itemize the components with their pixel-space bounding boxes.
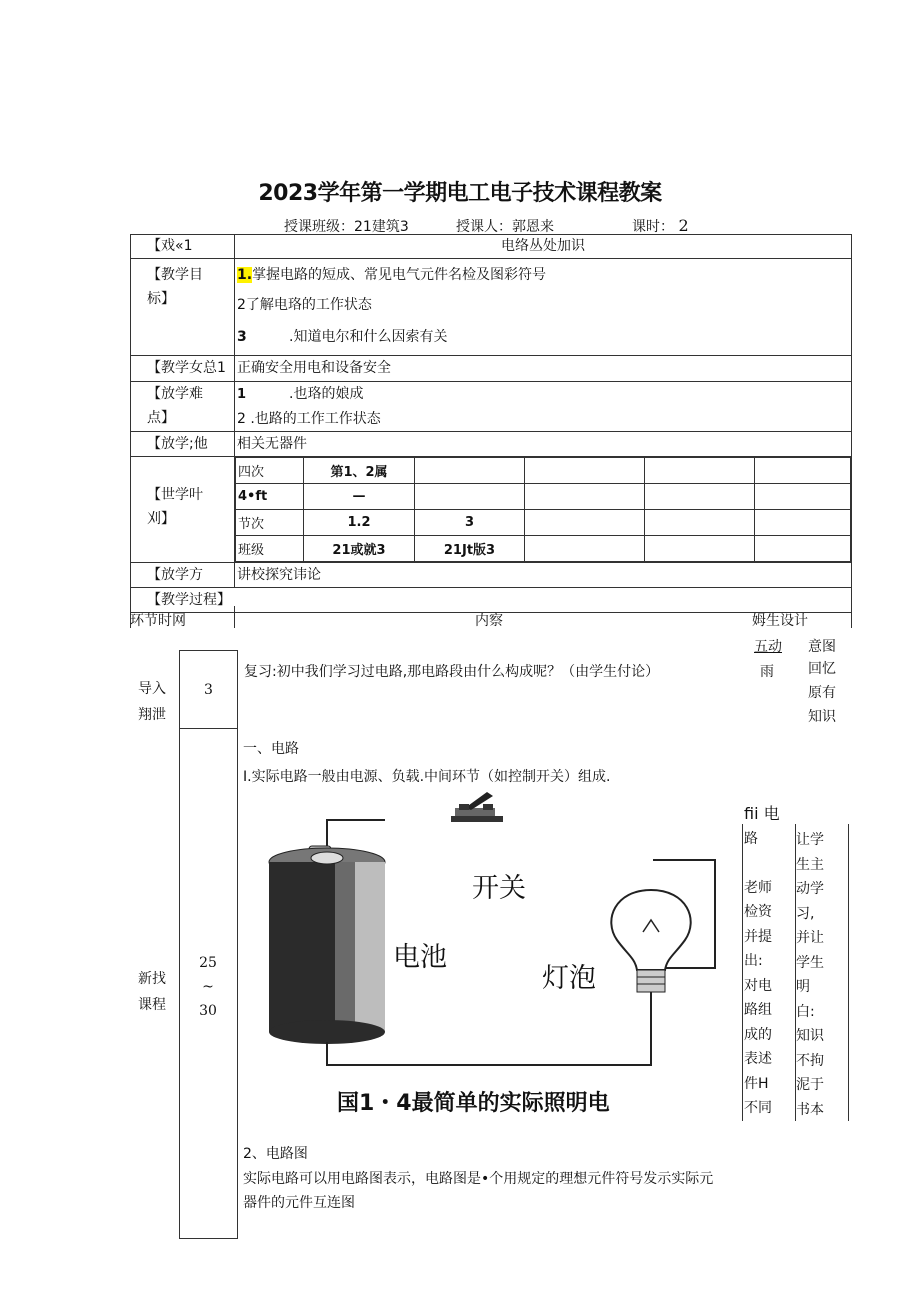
- key-label: 【教学女总1: [131, 356, 235, 382]
- difficulty-value: [235, 382, 852, 432]
- header-divider: [234, 606, 235, 628]
- interact-line: 路组: [744, 1002, 772, 1018]
- intro-intent-line: 知识: [808, 709, 836, 725]
- key-value: 正确安全用电和设备安全: [235, 356, 852, 382]
- plan-schedule: [235, 457, 852, 563]
- schedule-cell: 四次: [236, 458, 304, 484]
- design-col-right: [848, 824, 849, 1121]
- intro-intent-line: 回忆: [808, 661, 836, 677]
- schedule-cell: [525, 510, 645, 536]
- intent-line: 书本: [796, 1101, 824, 1118]
- new-time-line: 25: [199, 955, 217, 971]
- interact-line: 件H: [744, 1075, 769, 1092]
- interact-line: 并提: [744, 928, 772, 945]
- schedule-cell: [525, 458, 645, 484]
- wire-top: [327, 820, 385, 850]
- interact-line: 出:: [744, 953, 763, 969]
- process-row: [131, 588, 852, 613]
- difficulty-label-line2: 点】: [147, 410, 175, 426]
- difficulty-1-text: .也珞的娘成: [289, 386, 364, 402]
- label-battery: 电池: [393, 942, 447, 973]
- goals-value: [235, 259, 852, 356]
- schedule-cell: [755, 536, 851, 562]
- col-link-header: 环节时网: [130, 613, 186, 629]
- intent-line: 生主: [796, 856, 824, 873]
- schedule-cell: [645, 510, 755, 536]
- interact-line: [744, 851, 780, 876]
- new-stage: [138, 966, 166, 1018]
- schedule-cell: —: [304, 484, 415, 510]
- schedule-cell: [645, 458, 755, 484]
- intro-time: 3: [204, 682, 213, 698]
- design-col-left: [742, 824, 743, 1121]
- section-heading-diagram: 2、电路图: [243, 1146, 308, 1162]
- page-title: 2023学年第一学期电工电子技术课程教案: [258, 181, 662, 206]
- schedule-cell: 4•ft: [236, 484, 304, 510]
- schedule-cell: 1.2: [304, 510, 415, 536]
- difficulty-label: [131, 382, 235, 432]
- schedule-cell: 第1、2属: [304, 458, 415, 484]
- time-col-mid: [179, 728, 238, 729]
- method-row: [131, 563, 852, 588]
- goals-label: [131, 259, 235, 356]
- method-value: 讲校探究讳论: [235, 563, 852, 588]
- interact-line: 表述: [744, 1051, 772, 1067]
- time-col-right: [237, 650, 238, 1239]
- plan-label-line1: 【世学叶: [147, 487, 203, 503]
- difficulty-label-line1: 【放学难: [147, 386, 203, 402]
- intro-intent: [808, 657, 836, 729]
- intro-stage-line1: 导入: [138, 681, 166, 697]
- new-intent-column: [796, 828, 824, 1122]
- intent-line: 明: [796, 979, 810, 995]
- class-label: 授课班级：21建筑3: [284, 219, 409, 235]
- prep-label: 【放学;他: [131, 432, 235, 457]
- plan-label-line2: 刈】: [147, 511, 175, 527]
- prep-value: 相关无器件: [235, 432, 852, 457]
- intent-line: 动学: [796, 881, 824, 897]
- new-time-line: 30: [199, 1003, 217, 1019]
- schedule-cell: 班级: [236, 536, 304, 562]
- label-bulb: 灯泡: [542, 963, 596, 994]
- figure-caption: 国1・4最简单的实际照明电: [337, 1091, 610, 1116]
- schedule-cell: [525, 536, 645, 562]
- interact-line: 成的: [744, 1026, 772, 1043]
- schedule-cell: 21Jt版3: [415, 536, 525, 562]
- header-right-border: [851, 606, 852, 628]
- battery-icon: [269, 846, 385, 1044]
- paragraph-diagram-line1: 实际电路可以用电路图表示，电路图是•个用规定的理想元件符号发示实际元: [243, 1171, 714, 1187]
- process-label: 【教学过程】: [131, 588, 852, 613]
- new-time-line: ~: [202, 979, 214, 995]
- schedule-cell: [525, 484, 645, 510]
- intent-line: 泥于: [796, 1077, 824, 1093]
- intent-line: 习,: [796, 905, 815, 922]
- intent-line: 学生: [796, 954, 824, 971]
- goals-row: [131, 259, 852, 356]
- goal-3-num: 3: [237, 329, 247, 345]
- intro-stage: [138, 676, 166, 728]
- goals-label-line1: 【教学目: [147, 267, 203, 283]
- topic-value: 电络丛处加识: [235, 235, 852, 259]
- intent-line: 让学: [796, 832, 824, 848]
- schedule-cell: [755, 510, 851, 536]
- intent-line: 知识: [796, 1028, 824, 1044]
- schedule-row: [236, 510, 851, 536]
- schedule-cell: [415, 458, 525, 484]
- new-stage-line2: 课程: [138, 997, 166, 1013]
- difficulty-1-num: 1: [237, 387, 247, 402]
- col-design-header: 姆生设计: [752, 613, 808, 629]
- paragraph-diagram-line2: 器件的元件互连图: [243, 1195, 355, 1211]
- goals-label-line2: 标】: [147, 291, 175, 307]
- schedule-row: [236, 536, 851, 562]
- plan-label: [131, 457, 235, 563]
- schedule-row: [236, 458, 851, 484]
- col-interact-header: 五动: [754, 639, 782, 655]
- schedule-cell: 节次: [236, 510, 304, 536]
- difficulty-2: 2 .也路的工作工作状态: [237, 411, 381, 427]
- new-interact-column: [744, 802, 780, 1121]
- goal-1: [237, 263, 849, 293]
- key-row: [131, 356, 852, 382]
- interact-line: 路: [744, 830, 758, 847]
- switch-icon: [451, 792, 503, 822]
- hours-label-text: 课时：: [632, 219, 674, 235]
- schedule-table: [235, 457, 851, 562]
- topic-row: [131, 235, 852, 259]
- interact-line: 不同: [744, 1100, 772, 1116]
- section-heading-circuit: 一、电路: [243, 741, 299, 757]
- lesson-info-table: [130, 234, 852, 613]
- schedule-cell: [755, 484, 851, 510]
- plan-row: [131, 457, 852, 563]
- intro-intent-line: 原有: [808, 685, 836, 701]
- new-time: [198, 951, 218, 1023]
- interact-line: fii 电: [744, 804, 780, 823]
- col-intent-header: 意图: [808, 639, 836, 655]
- goal-3: [237, 325, 849, 349]
- intent-line: 不拘: [796, 1052, 824, 1069]
- intro-content: 复习:初中我们学习过电路,那电路段由什么构成呢？（由学生付论）: [244, 664, 660, 680]
- interact-line: 检资: [744, 904, 772, 920]
- paragraph-circuit: I.实际电路一般由电源、负载.中间环节（如控制开关）组成.: [243, 769, 611, 785]
- intro-interact: 雨: [760, 664, 774, 680]
- schedule-cell: [755, 458, 851, 484]
- new-stage-line1: 新找: [138, 971, 166, 987]
- method-label: 【放学方: [131, 563, 235, 588]
- schedule-row: [236, 484, 851, 510]
- goal-1-text: 掌握电路的短成、常见电气元件名检及图彩符号: [252, 267, 547, 283]
- time-col-left: [179, 650, 180, 1239]
- intent-line: 并让: [796, 930, 824, 946]
- schedule-cell: 3: [415, 510, 525, 536]
- circuit-figure: [265, 780, 745, 1110]
- time-col-top: [179, 650, 238, 651]
- col-content-header: 内察: [475, 613, 503, 629]
- bulb-icon: [611, 890, 690, 992]
- prep-row: [131, 432, 852, 457]
- goal-1-num: 1.: [237, 267, 253, 283]
- hours-label: [632, 216, 689, 236]
- teacher-label: 授课人：郭恩来: [456, 219, 554, 235]
- schedule-cell: [415, 484, 525, 510]
- hours-value: 2: [678, 216, 689, 235]
- interact-line: 老师: [744, 879, 772, 896]
- goal-2: 2了解电珞的工作状态: [237, 297, 372, 313]
- goal-3-text: .知道电尔和什么因索有关: [289, 329, 448, 345]
- topic-label: 【戏«1: [131, 235, 235, 259]
- intent-line: 白:: [796, 1003, 815, 1020]
- difficulty-row: [131, 382, 852, 432]
- schedule-cell: [645, 484, 755, 510]
- schedule-cell: 21或就3: [304, 536, 415, 562]
- schedule-cell: [645, 536, 755, 562]
- interact-line: 对电: [744, 977, 772, 994]
- difficulty-1: [237, 382, 849, 407]
- time-col-bottom: [179, 1238, 238, 1239]
- label-switch: 开关: [472, 873, 526, 904]
- intro-stage-line2: 翔泄: [138, 707, 166, 723]
